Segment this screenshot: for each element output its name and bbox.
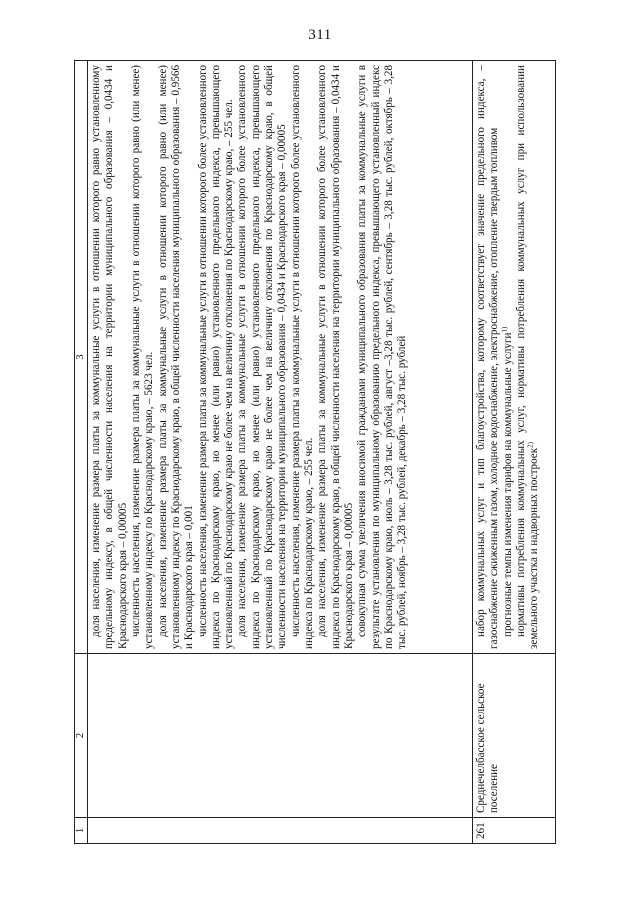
header-col-1: 1: [75, 818, 88, 844]
row-number-cell: 261: [472, 818, 555, 844]
details-cell: [472, 61, 555, 654]
table-header-row: [75, 61, 88, 844]
table-row: [88, 61, 473, 844]
header-col-3: 3: [75, 61, 88, 654]
paragraph: [499, 65, 515, 649]
paragraph: численность населения, изменение размера платы за коммунальные услуги в отношении которого равно (или менее) установленному индексу по Краснодарскому краю, – 5623 чел.: [129, 65, 156, 649]
footnote-mark: 2): [526, 442, 535, 448]
row-number-cell: [88, 818, 473, 844]
paragraph: набор коммунальных услуг и тип благоустройства, которому соответствует значение предельного индекса, – газоснабжение сжиженным газом, холодное водоснабжение, электроснабжение, отопление твердым топливом: [474, 65, 501, 649]
paragraph: [515, 65, 542, 649]
paragraph: численность населения, изменение размера платы за коммунальные услуги в отношении которого более установленного индекса по Краснодарскому краю, но менее (или равно) установленного предельного индекса, превышающего установленный по Краснодарскому краю не более чем на величину отклонения по Краснодарскому краю, – 255 чел.: [196, 65, 236, 649]
paragraph-text: прогнозные темпы изменения тарифов на коммунальные услуги: [501, 332, 514, 637]
details-cell: [88, 61, 473, 654]
settlement-name-cell: Среднечелбасское сельское поселение: [472, 653, 555, 817]
table-row-261: [472, 61, 555, 844]
paragraph: численность населения, изменение размера платы за коммунальные услуги в отношении которого более установленного индекса по Краснодарскому краю, – 255 чел.: [289, 65, 315, 649]
paragraph: доля населения, изменение размера платы за коммунальные услуги в отношении которого равно (или менее) установленному индексу по Краснодарскому краю, в общей численности населения муниципального образования – 0,9566 и Краснодарского края – 0,001: [156, 65, 196, 649]
paragraph: доля населения, изменение размера платы за коммунальные услуги в отношении которого более установленного индекса по Краснодарскому краю, в общей численности населения на территории муниципального образования – 0,0434 и Краснодарского края – 0,00005: [316, 65, 355, 649]
paragraph-text: нормативы потребления коммунальных услуг, нормативы потребления коммунальных услуг при использовании земельного участка и надворных построек: [514, 65, 541, 649]
rotated-table-wrapper: [74, 60, 556, 844]
paragraph: совокупная сумма увеличения вносимой гражданами муниципального образования платы за коммунальные услуги в результате установления по муниципальному образованию предельного индекса, превышающего установленный индекс по Краснодарскому краю, июль – 3,28 тыс. рублей, август –3,28 тыс. рублей, сентябрь – 3,28 тыс. рублей, октябрь – 3,28 тыс. рублей, ноябрь – 3,28 тыс. рублей, декабрь – 3,28 тыс. рублей: [356, 65, 409, 649]
data-table: [74, 60, 556, 844]
footnote-mark: 1): [499, 326, 508, 333]
paragraph: доля населения, изменение размера платы за коммунальные услуги в отношении которого более установленного индекса по Краснодарскому краю, но менее (или равно) установленного предельного индекса, превышающего установленный по Краснодарскому краю не более чем на величину отклонения по Краснодарскому краю, в общей численности населения на территории муниципального образования – 0,0434 и Краснодарского края – 0,00005: [236, 65, 289, 649]
header-col-2: 2: [75, 653, 88, 817]
paragraph: доля населения, изменение размера платы за коммунальные услуги в отношении которого равно установленному предельному индексу, в общей численности населения на территории муниципального образования – 0,0434 и Краснодарского края – 0,00005: [90, 65, 129, 649]
page-number: 311: [308, 27, 332, 43]
settlement-name-cell: [88, 653, 473, 817]
